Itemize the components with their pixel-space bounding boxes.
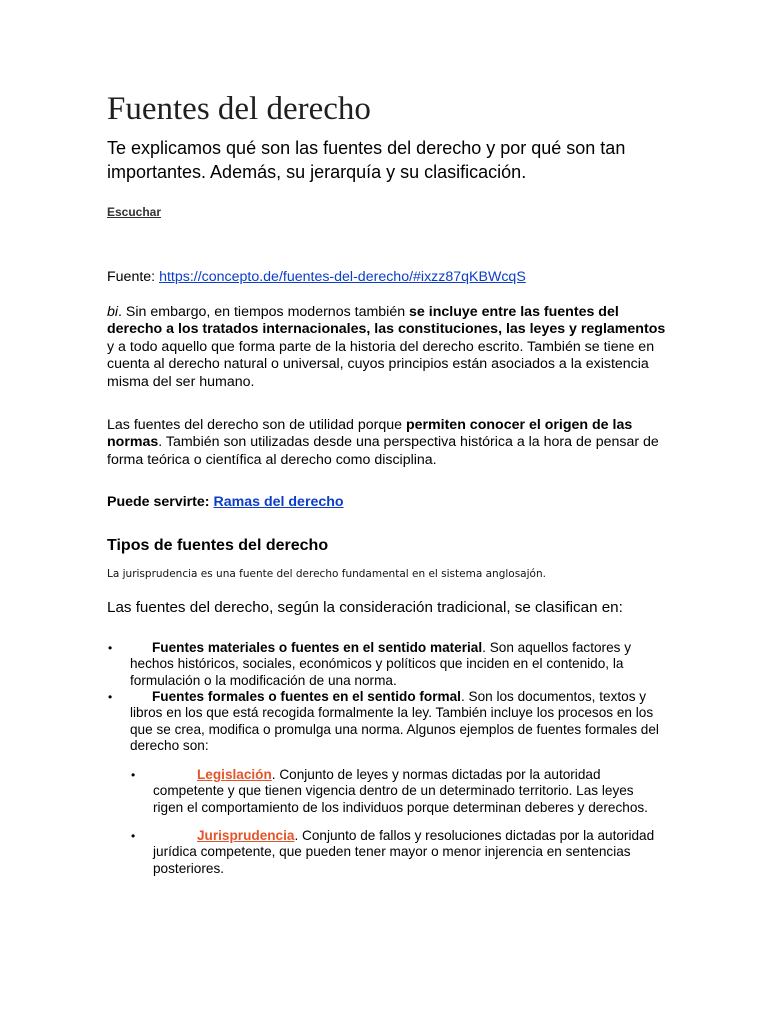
- source-label: Fuente:: [107, 269, 160, 285]
- para2-bold: permiten conocer el origen de las normas: [107, 417, 633, 451]
- list-intro: Las fuentes del derecho, según la consideración tradicional, se clasifican en:: [107, 599, 623, 616]
- listen-link[interactable]: Escuchar: [107, 205, 162, 219]
- para1-bold: se incluye entre las fuentes del derecho a los tratados internacionales, las constituciones, las leyes y reglamentos: [107, 304, 666, 338]
- page-title: Fuentes del derecho: [107, 91, 371, 127]
- source-line: [107, 269, 667, 286]
- subtitle: Te explicamos qué son las fuentes del derecho y por qué son tan importantes. Además, su jerarquía y su clasificación.: [107, 138, 626, 182]
- paragraph-2: [107, 417, 667, 469]
- sublist-item: [131, 767, 663, 816]
- list-item: [108, 640, 660, 689]
- section-heading: Tipos de fuentes del derecho: [107, 537, 329, 554]
- see-also-label: Puede servirte:: [107, 494, 214, 510]
- list-item: [108, 689, 660, 755]
- bullet-icon: •: [131, 768, 136, 782]
- sublist-item-text: . Conjunto de leyes y normas dictadas por la autoridad competente y que tienen vigencia dentro de un determinado territorio. Las leyes rigen el comportamiento de los individuos porque determinan deberes y derechos.: [153, 767, 648, 815]
- jurisprudencia-link[interactable]: Jurisprudencia: [197, 828, 295, 843]
- para2-text-2: . También son utilizadas desde una perspectiva histórica a la hora de pensar de forma teórica o científica al derecho como disciplina.: [107, 434, 659, 468]
- para1-italic-lead: bi: [107, 304, 119, 320]
- legislacion-link[interactable]: Legislación: [197, 767, 272, 782]
- sublist-item: [131, 828, 663, 877]
- list-item-bold: Fuentes formales o fuentes en el sentido formal: [152, 689, 461, 704]
- bullet-icon: •: [131, 829, 136, 843]
- list-item-text: . Son aquellos factores y hechos históricos, sociales, económicos y políticos que inciden en el contenido, la formulación o la modificación de una norma.: [130, 640, 632, 688]
- see-also-line: [107, 494, 667, 511]
- see-also-link[interactable]: Ramas del derecho: [213, 494, 344, 510]
- para2-text-1: Las fuentes del derecho son de utilidad porque: [107, 417, 406, 433]
- para1-text-2: y a todo aquello que forma parte de la historia del derecho escrito. También se tiene en cuenta al derecho natural o universal, cuyos principios están asociados a la existencia misma del ser humano.: [107, 338, 655, 390]
- list-item-bold: Fuentes materiales o fuentes en el sentido material: [152, 640, 483, 655]
- para1-text-1: . Sin embargo, en tiempos modernos también: [118, 304, 410, 320]
- image-caption: La jurisprudencia es una fuente del derecho fundamental en el sistema anglosajón.: [107, 568, 546, 580]
- sublist-item-text: . Conjunto de fallos y resoluciones dictadas por la autoridad jurídica competente, que pueden tener mayor o menor injerencia en sentencias posteriores.: [153, 828, 655, 876]
- paragraph-1: [107, 304, 667, 391]
- source-url-link[interactable]: https://concepto.de/fuentes-del-derecho/#ixzz87qKBWcqS: [159, 269, 526, 285]
- list-item-text: . Son los documentos, textos y libros en los que está recogida formalmente la ley. También incluye los procesos en los que se crea, modifica o promulga una norma. Algunos ejemplos de fuentes formales del derecho son:: [130, 689, 659, 754]
- bullet-icon: •: [108, 690, 113, 704]
- bullet-icon: •: [108, 641, 113, 655]
